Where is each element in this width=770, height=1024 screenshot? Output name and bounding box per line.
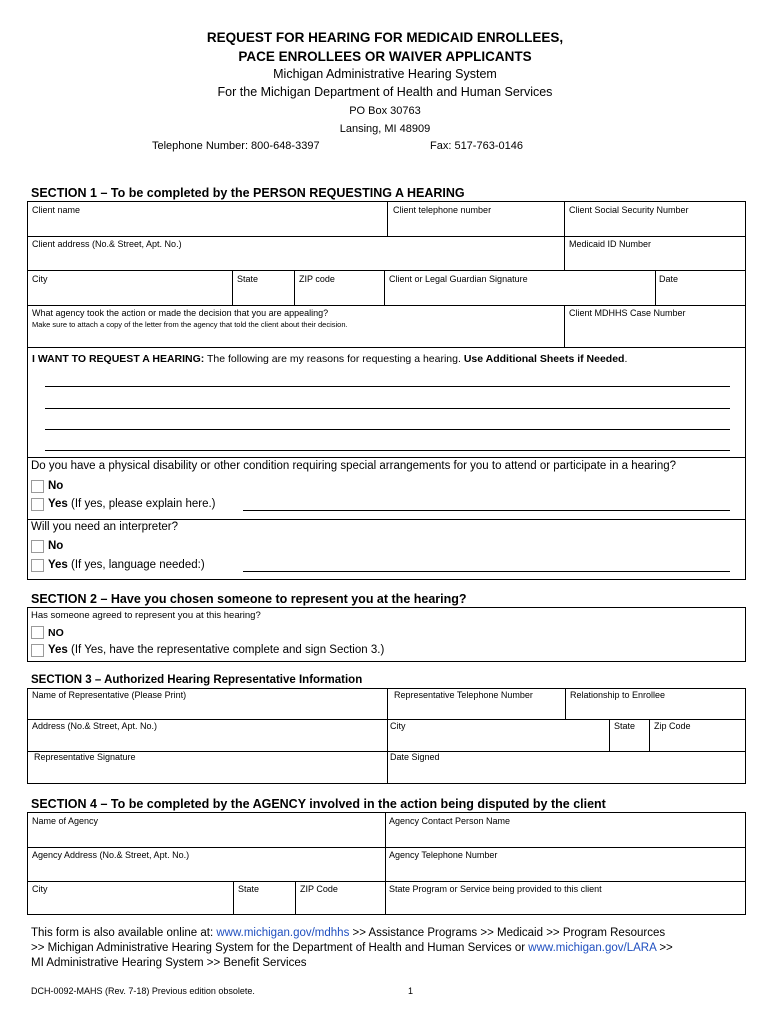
representative-no-checkbox[interactable] xyxy=(31,626,44,639)
agency-action-note: Make sure to attach a copy of the letter from the agency that told the client about their decision. xyxy=(32,320,348,329)
mdhhs-link[interactable]: www.michigan.gov/mdhhs xyxy=(216,927,350,939)
interpreter-no-label: No xyxy=(48,540,64,552)
interpreter-no-checkbox[interactable] xyxy=(31,540,44,553)
page-number: 1 xyxy=(408,986,414,996)
disability-question: Do you have a physical disability or other condition requiring special arrangements for you to attend or participate in a hearing? xyxy=(31,460,677,472)
section1-title: SECTION 1 – To be completed by the PERSON REQUESTING A HEARING xyxy=(31,186,465,200)
case-number-field[interactable]: Client MDHHS Case Number xyxy=(569,308,686,318)
section3-form xyxy=(27,688,746,784)
reason-line-2[interactable] xyxy=(45,408,730,409)
footer-line-3: MI Administrative Hearing System >> Benefit Services xyxy=(31,957,307,969)
system-name: Michigan Administrative Hearing System xyxy=(273,67,497,81)
medicaid-id-field[interactable]: Medicaid ID Number xyxy=(569,239,652,249)
agency-phone-field[interactable]: Agency Telephone Number xyxy=(389,850,498,860)
form-title-line2: PACE ENROLLEES OR WAIVER APPLICANTS xyxy=(238,49,532,64)
section4-form xyxy=(27,812,746,915)
agency-state-field[interactable]: State xyxy=(238,884,260,894)
reason-line-1[interactable] xyxy=(45,386,730,387)
section2-form xyxy=(27,607,746,662)
rep-signature-field[interactable]: Representative Signature xyxy=(34,752,136,762)
rep-date-signed-field[interactable]: Date Signed xyxy=(390,752,440,762)
client-city-field[interactable]: City xyxy=(32,274,48,284)
disability-no-checkbox[interactable] xyxy=(31,480,44,493)
reason-line-3[interactable] xyxy=(45,429,730,430)
section4-title: SECTION 4 – To be completed by the AGENCY involved in the action being disputed by the client xyxy=(31,797,606,811)
client-phone-field[interactable]: Client telephone number xyxy=(393,205,492,215)
section1-form xyxy=(27,201,746,580)
interpreter-language-line[interactable] xyxy=(243,571,730,572)
footer-line-1: This form is also available online at: www.michigan.gov/mdhhs >> Assistance Programs >> Medicaid >> Program Resources xyxy=(31,927,666,939)
agency-action-field[interactable]: What agency took the action or made the decision that you are appealing? xyxy=(32,308,329,318)
disability-yes-label: Yes (If yes, please explain here.) xyxy=(48,498,216,510)
section3-title: SECTION 3 – Authorized Hearing Representative Information xyxy=(31,674,363,686)
interpreter-question: Will you need an interpreter? xyxy=(31,521,179,533)
city-state: Lansing, MI 48909 xyxy=(339,123,431,135)
representative-no-label: NO xyxy=(48,627,64,639)
request-hearing-statement: I WANT TO REQUEST A HEARING: The following are my reasons for requesting a hearing. Use Additional Sheets if Needed. xyxy=(32,353,628,365)
lara-link[interactable]: www.michigan.gov/LARA xyxy=(528,942,657,954)
form-title-line1: REQUEST FOR HEARING FOR MEDICAID ENROLLEES, xyxy=(206,30,564,45)
client-name-field[interactable]: Client name xyxy=(32,205,81,215)
rep-name-field[interactable]: Name of Representative (Please Print) xyxy=(32,690,187,700)
representative-yes-checkbox[interactable] xyxy=(31,644,44,657)
client-address-field[interactable]: Client address (No.& Street, Apt. No.) xyxy=(32,239,182,249)
footer-line-2: >> Michigan Administrative Hearing System for the Department of Health and Human Services or www.michigan.gov/LARA >> xyxy=(31,942,673,954)
representative-question: Has someone agreed to represent you at this hearing? xyxy=(31,610,261,621)
client-zip-field[interactable]: ZIP code xyxy=(299,274,335,284)
fax-number: Fax: 517-763-0146 xyxy=(430,140,523,152)
client-signature-field[interactable]: Client or Legal Guardian Signature xyxy=(389,274,528,284)
agency-city-field[interactable]: City xyxy=(32,884,48,894)
reason-line-4[interactable] xyxy=(45,450,730,451)
form-id: DCH-0092-MAHS (Rev. 7-18) Previous edition obsolete. xyxy=(31,986,255,996)
agency-contact-field[interactable]: Agency Contact Person Name xyxy=(389,816,511,826)
po-box: PO Box 30763 xyxy=(349,105,421,117)
representative-yes-label: Yes (If Yes, have the representative complete and sign Section 3.) xyxy=(48,644,385,656)
interpreter-yes-checkbox[interactable] xyxy=(31,559,44,572)
disability-yes-checkbox[interactable] xyxy=(31,498,44,511)
telephone-number: Telephone Number: 800-648-3397 xyxy=(152,140,320,152)
client-state-field[interactable]: State xyxy=(237,274,259,284)
section2-title: SECTION 2 – Have you chosen someone to represent you at the hearing? xyxy=(31,592,467,606)
client-date-field[interactable]: Date xyxy=(659,274,679,284)
disability-explain-line[interactable] xyxy=(243,510,730,511)
relationship-field[interactable]: Relationship to Enrollee xyxy=(570,690,666,700)
rep-zip-field[interactable]: Zip Code xyxy=(654,721,691,731)
rep-phone-field[interactable]: Representative Telephone Number xyxy=(394,690,533,700)
rep-city-field[interactable]: City xyxy=(390,721,406,731)
rep-state-field[interactable]: State xyxy=(614,721,636,731)
department-name: For the Michigan Department of Health and Human Services xyxy=(217,85,553,99)
agency-zip-field[interactable]: ZIP Code xyxy=(300,884,338,894)
interpreter-yes-label: Yes (If yes, language needed:) xyxy=(48,559,205,571)
agency-name-field[interactable]: Name of Agency xyxy=(32,816,99,826)
client-ssn-field[interactable]: Client Social Security Number xyxy=(569,205,689,215)
rep-address-field[interactable]: Address (No.& Street, Apt. No.) xyxy=(32,721,158,731)
disability-no-label: No xyxy=(48,480,64,492)
program-service-field[interactable]: State Program or Service being provided to this client xyxy=(389,884,602,894)
agency-address-field[interactable]: Agency Address (No.& Street, Apt. No.) xyxy=(32,850,190,860)
